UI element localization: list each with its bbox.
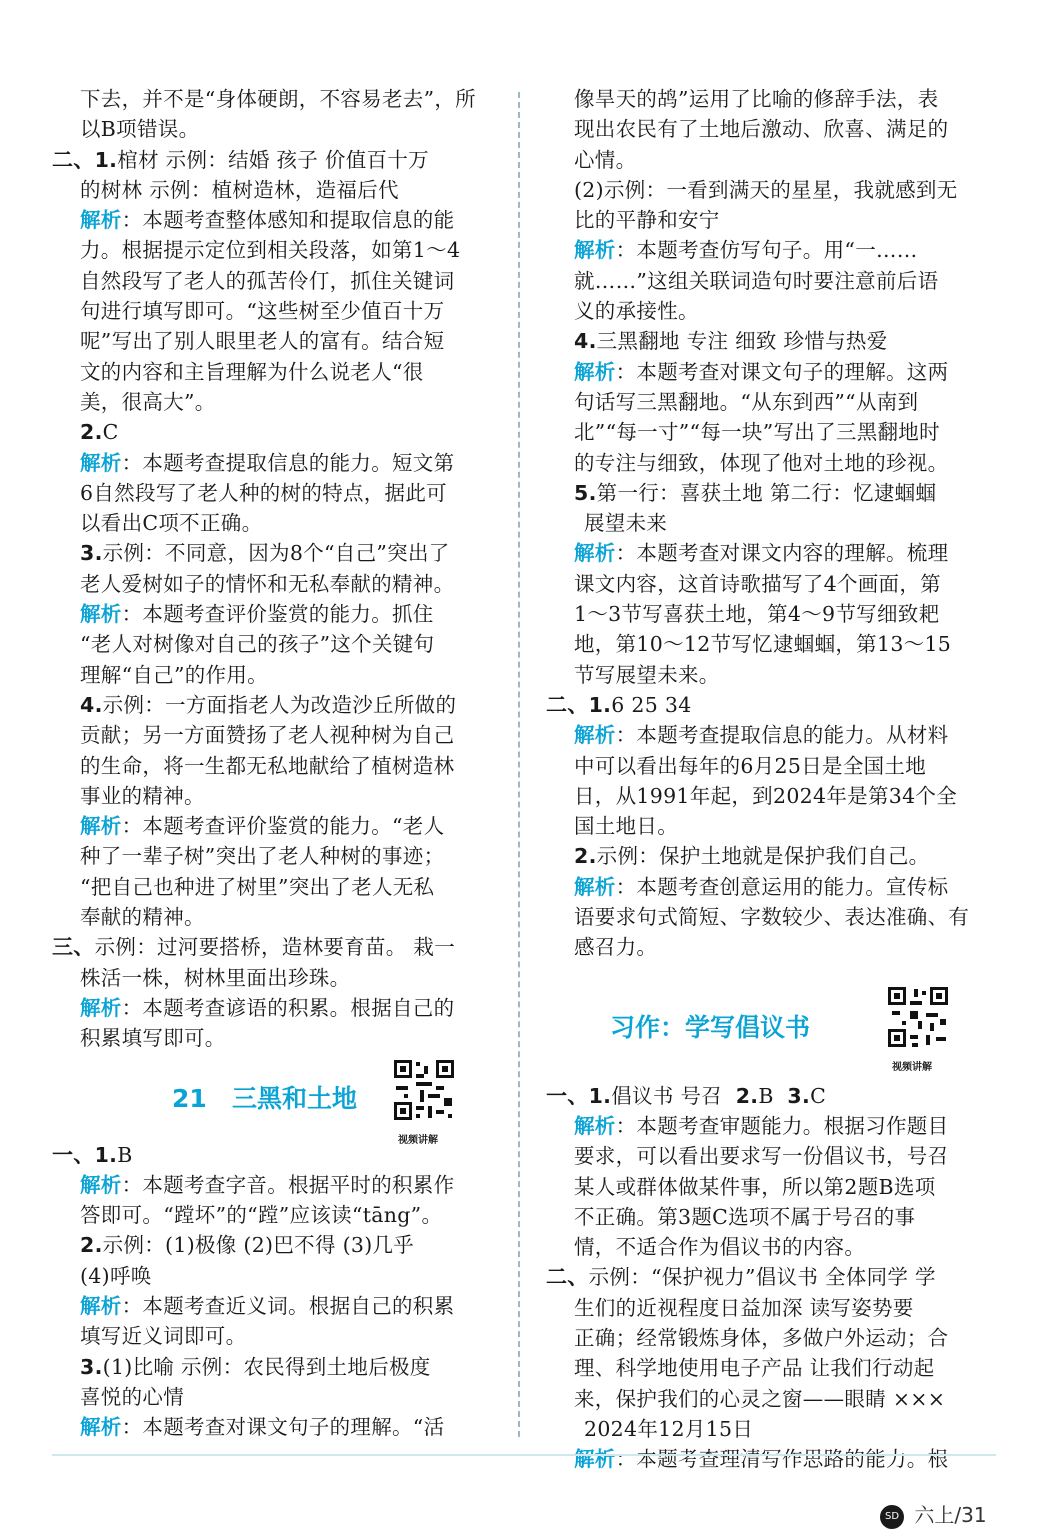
answer-line: (4)呼唤 [80, 1263, 152, 1288]
analysis-line: 课文内容，这首诗歌描写了4个画面，第 [574, 571, 941, 596]
analysis-line: 解析：本题考查近义词。根据自己的积累 [80, 1293, 455, 1318]
analysis-tag: 解析 [574, 874, 616, 899]
question-line: 一、1.倡议书 号召 2.B 3.C [546, 1083, 827, 1108]
sd-badge-icon: SD [880, 1505, 904, 1529]
answer-text: 示例：(1)极像 (2)巴不得 (3)几乎 [102, 1233, 415, 1258]
text-line: 现出农民有了土地后激动、欣喜、满足的 [574, 117, 949, 142]
analysis-line: 要求，可以看出要求写一份倡议书，号召 [574, 1144, 949, 1169]
analysis-tag: 解析 [80, 995, 122, 1020]
analysis-line: 国土地日。 [574, 814, 678, 839]
analysis-tag: 解析 [80, 1172, 122, 1197]
analysis-line: 解析：本题考查对课文句子的理解。这两 [574, 359, 949, 384]
question-line [546, 1262, 986, 1292]
text-line: 心情。 [574, 147, 637, 172]
answer-text: 示例：“保护视力”倡议书 全体同学 学 [588, 1265, 936, 1290]
answer-text: 示例：保护土地就是保护我们自己。 [596, 844, 930, 869]
analysis-line: 解析：本题考查提取信息的能力。从材料 [574, 723, 949, 748]
analysis-line: 答即可。“蹚坏”的“蹚”应该读“tāng”。 [80, 1203, 443, 1228]
analysis-line: 感召力。 [574, 935, 658, 960]
answer-text: C [102, 420, 119, 445]
section-marker: 一、 [546, 1083, 589, 1108]
analysis-line: 呢”写出了别人眼里老人的富有。结合短 [80, 329, 445, 354]
analysis-line: 地，第10～12节写忆逮蝈蝈，第13～15 [574, 632, 952, 657]
analysis-tag: 解析 [574, 238, 616, 263]
section-marker: 三、 [52, 935, 95, 960]
analysis-line: 解析：本题考查审题能力。根据习作题目 [574, 1113, 949, 1138]
answer-line: 展望未来 [584, 511, 668, 536]
question-line [546, 841, 986, 871]
question-number: 3. [787, 1083, 811, 1108]
question-number: 2. [735, 1083, 759, 1108]
analysis-line: 的专注与细致，体现了他对土地的珍视。 [574, 450, 949, 475]
analysis-tag: 解析 [80, 1415, 122, 1440]
left-column [52, 84, 494, 1442]
answer-line: 贡献；另一方面赞扬了老人视种树为自己 [80, 723, 455, 748]
analysis-line: 种了一辈子树”突出了老人种树的事迹； [80, 844, 445, 869]
analysis-line: 句进行填写即可。“这些树至少值百十万 [80, 299, 445, 324]
analysis-line: 以看出C项不正确。 [80, 511, 263, 536]
question-number: 3. [80, 1354, 103, 1379]
analysis-line: 就……”这组关联词造句时要注意前后语 [574, 268, 939, 293]
analysis-tag: 解析 [80, 450, 122, 475]
analysis-line: “老人对树像对自己的孩子”这个关键句 [80, 632, 435, 657]
answer-text: B [117, 1142, 133, 1167]
analysis-line: 自然段写了老人的孤苦伶仃，抓住关键词 [80, 268, 455, 293]
analysis-line: 积累填写即可。 [80, 1026, 226, 1051]
answer-line: 生们的近视程度日益加深 读写姿势要 [574, 1295, 914, 1320]
question-number: 2. [80, 1233, 103, 1258]
analysis-line: 解析：本题考查提取信息的能力。短文第 [80, 450, 455, 475]
analysis-line: 理解“自己”的作用。 [80, 662, 268, 687]
answer-text: 棺材 示例：结婚 孩子 价值百十万 [117, 147, 429, 172]
question-line [52, 1230, 494, 1260]
analysis-line: 6自然段写了老人种的树的特点，据此可 [80, 480, 447, 505]
question-number: 1. [588, 692, 612, 717]
analysis-line: 义的承接性。 [574, 299, 699, 324]
analysis-tag: 解析 [80, 208, 122, 233]
answer-line: (2)示例：一看到满天的星星，我就感到无 [574, 177, 958, 202]
analysis-tag: 解析 [80, 602, 122, 627]
answer-text: 三黑翻地 专注 细致 珍惜与热爱 [596, 329, 888, 354]
question-line [52, 690, 494, 720]
answer-line: 正确；经常锻炼身体，多做户外运动；合 [574, 1325, 949, 1350]
analysis-line: 文的内容和主旨理解为什么说老人“很 [80, 359, 424, 384]
question-line [52, 417, 494, 447]
analysis-tag: 解析 [574, 723, 616, 748]
writing-title: 习作：学写倡议书 [610, 1012, 811, 1042]
analysis-line: 北”“每一寸”“每一块”写出了三黑翻地时 [574, 420, 940, 445]
answer-text: 示例：过河要搭桥，造林要育苗。 栽一 [94, 935, 456, 960]
answer-line: 株活一株，树林里面出珍珠。 [80, 965, 351, 990]
question-line [546, 478, 986, 508]
analysis-line: 不正确。第3题C选项不属于号召的事 [574, 1204, 916, 1229]
date-line: 2024年12月15日 [584, 1416, 754, 1441]
analysis-line: 中可以看出每年的6月25日是全国土地 [574, 753, 927, 778]
analysis-line: 解析：本题考查对课文内容的理解。梳理 [574, 541, 949, 566]
lesson-title: 三黑和土地 [232, 1083, 358, 1113]
analysis-line: 力。根据提示定位到相关段落，如第1～4 [80, 238, 461, 263]
section-marker: 一、 [52, 1142, 95, 1167]
analysis-line: 语要求句式简短、字数较少、表达准确、有 [574, 905, 970, 930]
analysis-line: 解析：本题考查对课文句子的理解。“活 [80, 1415, 445, 1440]
analysis-tag: 解析 [574, 1447, 616, 1472]
analysis-tag: 解析 [574, 541, 616, 566]
analysis-line: “把自己也种进了树里”突出了老人无私 [80, 874, 435, 899]
qr-caption: 视频讲解 [892, 1061, 932, 1073]
question-line [546, 326, 986, 356]
question-number: 1. [94, 147, 118, 172]
analysis-line: 解析：本题考查谚语的积累。根据自己的 [80, 995, 455, 1020]
column-divider [518, 92, 520, 1437]
answer-text: 第一行：喜获土地 第二行：忆逮蝈蝈 [596, 480, 937, 505]
page-number: 六上/31 [914, 1503, 987, 1527]
question-line [52, 932, 494, 962]
text-line: 像旱天的鸪”运用了比喻的修辞手法，表 [574, 87, 939, 111]
answer-line: 比的平静和安宁 [574, 208, 720, 233]
answer-line: 的生命，将一生都无私地献给了植树造林 [80, 753, 455, 778]
analysis-line: 情，不适合作为倡议书的内容。 [574, 1235, 866, 1260]
question-number: 2. [80, 420, 103, 445]
analysis-tag: 解析 [574, 1113, 616, 1138]
analysis-line: 解析：本题考查字音。根据平时的积累作 [80, 1172, 455, 1197]
text-line: 以B项错误。 [80, 117, 200, 142]
lesson-number: 21 [172, 1083, 207, 1113]
question-number: 1. [588, 1083, 612, 1108]
answer-text: 示例：不同意，因为8个“自己”突出了 [102, 541, 450, 566]
analysis-line: 美，很高大”。 [80, 389, 216, 414]
analysis-line: 解析：本题考查评价鉴赏的能力。抓住 [80, 602, 434, 627]
analysis-line: 解析：本题考查仿写句子。用“一…… [574, 238, 918, 263]
page-footer [880, 1499, 987, 1529]
section-marker: 二、 [52, 147, 95, 172]
question-number: 3. [80, 541, 103, 566]
analysis-line: 节写展望未来。 [574, 662, 720, 687]
analysis-line: 填写近义词即可。 [80, 1324, 247, 1349]
analysis-line: 日，从1991年起，到2024年是第34个全 [574, 783, 958, 808]
question-number: 1. [94, 1142, 118, 1167]
question-line [52, 538, 494, 568]
section-marker: 二、 [546, 1265, 589, 1290]
qr-code-icon[interactable] [392, 1058, 456, 1122]
lesson-heading [52, 1054, 494, 1146]
question-number: 4. [80, 692, 103, 717]
right-column [546, 84, 986, 1474]
analysis-line: 解析：本题考查评价鉴赏的能力。“老人 [80, 814, 445, 839]
section-marker: 二、 [546, 692, 589, 717]
question-number: 4. [574, 329, 597, 354]
analysis-line: 某人或群体做某件事，所以第2题B选项 [574, 1174, 936, 1199]
answer-line: 理、科学地使用电子产品 让我们行动起 [574, 1356, 935, 1381]
qr-caption: 视频讲解 [398, 1134, 438, 1146]
answer-text: 6 25 34 [611, 692, 692, 717]
analysis-tag: 解析 [80, 1293, 122, 1318]
footer-rule [52, 1454, 996, 1456]
writing-heading [546, 963, 986, 1081]
analysis-line: 句话写三黑翻地。“从东到西”“从南到 [574, 389, 919, 414]
analysis-line: 1～3节写喜获土地，第4～9节写细致耙 [574, 602, 940, 627]
answer-line: 事业的精神。 [80, 783, 205, 808]
analysis-line: 解析：本题考查整体感知和提取信息的能 [80, 208, 455, 233]
answer-line: 喜悦的心情 [80, 1384, 184, 1409]
question-line [52, 1352, 494, 1382]
analysis-line: 解析：本题考查理清写作思路的能力。根 [574, 1447, 949, 1472]
analysis-tag: 解析 [574, 359, 616, 384]
analysis-tag: 解析 [80, 814, 122, 839]
analysis-line: 奉献的精神。 [80, 905, 205, 930]
answer-line: 老人爱树如子的情怀和无私奉献的精神。 [80, 571, 455, 596]
question-number: 5. [574, 480, 597, 505]
answer-line: 来，保护我们的心灵之窗——眼睛 ××× [574, 1386, 946, 1411]
question-line [546, 690, 986, 720]
question-number: 2. [574, 844, 597, 869]
analysis-line: 解析：本题考查创意运用的能力。宣传标 [574, 874, 949, 899]
text-line: 下去，并不是“身体硬朗，不容易老去”，所 [80, 87, 476, 111]
question-line [52, 145, 494, 175]
qr-code-icon[interactable] [886, 985, 950, 1049]
answer-text: (1)比喻 示例：农民得到土地后极度 [102, 1354, 431, 1379]
answer-text: 示例：一方面指老人为改造沙丘所做的 [102, 692, 457, 717]
answer-line: 的树林 示例：植树造林，造福后代 [80, 177, 399, 202]
